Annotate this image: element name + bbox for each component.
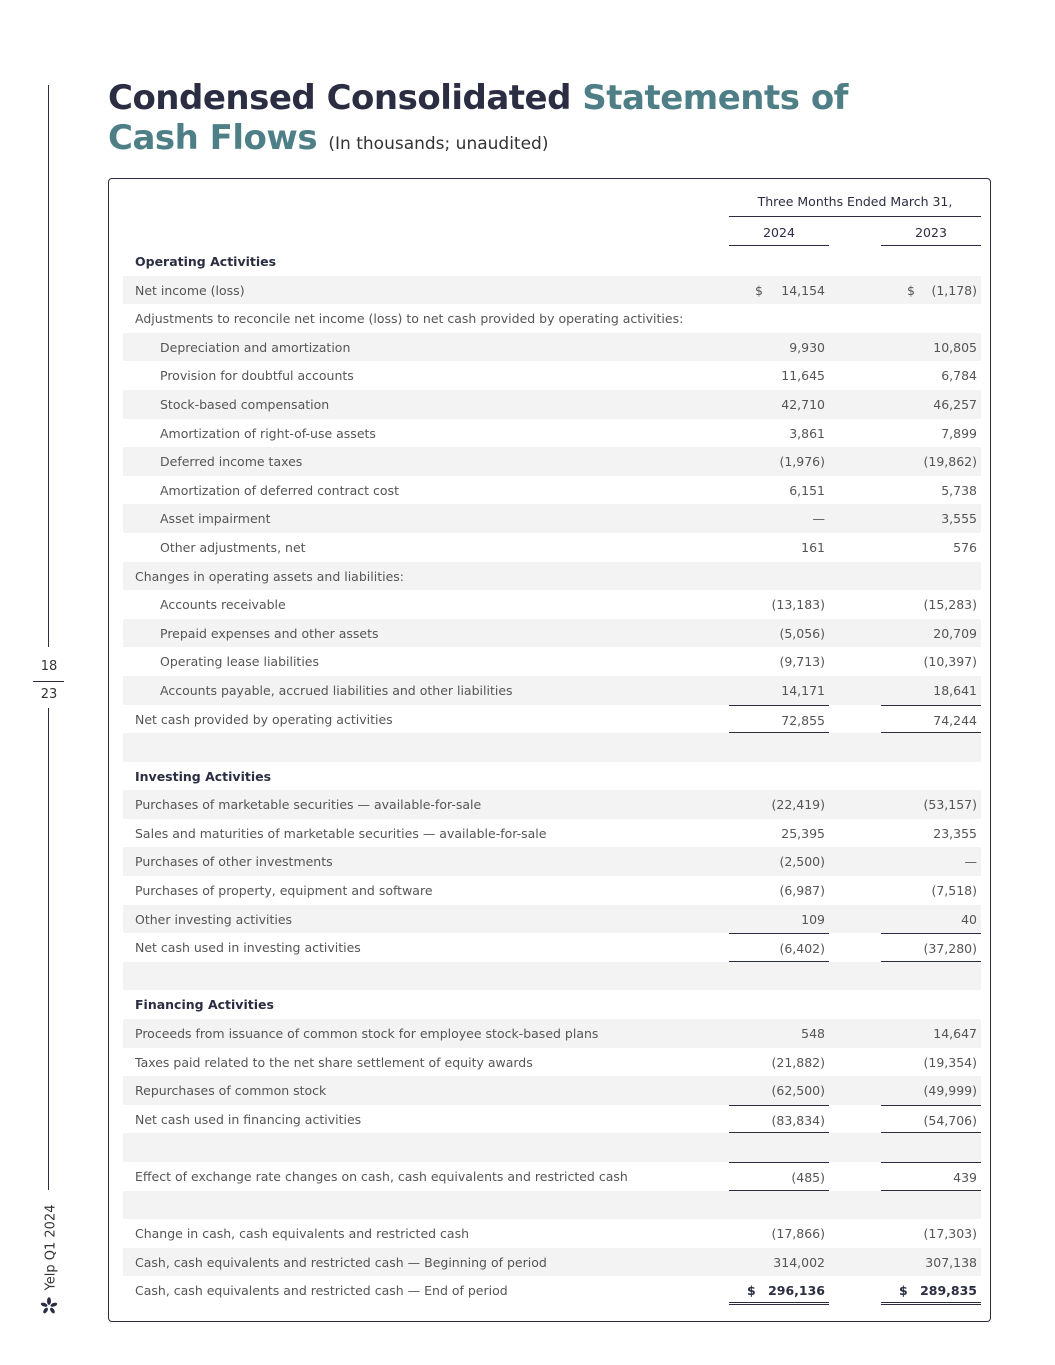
cell-value: (1,976): [779, 454, 825, 470]
title-part-3: Cash Flows: [108, 118, 318, 158]
value-cell-2023: [881, 647, 981, 676]
cell-value: (6,987): [779, 883, 825, 899]
value-cell-2024: [729, 590, 829, 619]
period-header: Three Months Ended March 31,: [757, 194, 953, 209]
cell-value: 6,151: [789, 482, 825, 498]
cell-value: 10,805: [933, 339, 977, 355]
row-label: Effect of exchange rate changes on cash, cash equivalents and restricted cash: [135, 1169, 628, 1184]
cell-value: (49,999): [923, 1083, 977, 1099]
value-cell-2023: [881, 933, 981, 962]
cell-value: 9,930: [789, 339, 825, 355]
value-cell-2024: [729, 905, 829, 934]
section-header-row: [123, 247, 981, 276]
title-note: (In thousands; unaudited): [328, 134, 549, 154]
value-cell-2024: [729, 1248, 829, 1277]
title-part-1: Condensed Consolidated: [108, 78, 571, 118]
cell-value: 46,257: [933, 396, 977, 412]
value-cell-2023: [881, 1076, 981, 1105]
value-cell-2024: [729, 1162, 829, 1191]
cell-value: (10,397): [923, 654, 977, 670]
value-cell-2024: [729, 419, 829, 448]
cell-value: (9,713): [779, 654, 825, 670]
cell-value: 14,171: [781, 682, 825, 698]
year-rule-2024: [729, 245, 829, 246]
value-cell-2023: [881, 705, 981, 734]
value-cell-2023: [881, 390, 981, 419]
value-cell-2023: [881, 447, 981, 476]
row-label: Cash, cash equivalents and restricted cash — End of period: [135, 1283, 508, 1299]
currency-symbol: $: [747, 1283, 756, 1299]
table-row: [123, 1019, 981, 1048]
table-row: [123, 905, 981, 934]
cell-value: (5,056): [779, 625, 825, 641]
spacer-row: [123, 733, 981, 762]
cell-value: 289,835: [920, 1283, 977, 1299]
value-cell-2023: [881, 676, 981, 705]
table-row: [123, 562, 981, 591]
spacer-row: [123, 962, 981, 991]
table-row: [123, 1276, 981, 1305]
value-cell-2024: [729, 1076, 829, 1105]
cell-value: (37,280): [923, 941, 977, 957]
page-title: [108, 78, 928, 164]
table-row: [123, 847, 981, 876]
row-label: Changes in operating assets and liabilities:: [135, 568, 404, 584]
table-row: [123, 933, 981, 962]
row-label: Sales and maturities of marketable securities — available-for-sale: [135, 825, 547, 841]
value-cell-2024: [729, 1276, 829, 1305]
table-row: [123, 447, 981, 476]
value-cell-2024: [729, 790, 829, 819]
spacer-row: [123, 1133, 981, 1162]
value-cell-2024: [729, 933, 829, 962]
cell-value: (62,500): [771, 1083, 825, 1099]
table-row: [123, 1076, 981, 1105]
cell-value: 20,709: [933, 625, 977, 641]
year-header-2023: 2023: [915, 225, 947, 240]
section-header-row: [123, 762, 981, 791]
value-cell-2023: [881, 533, 981, 562]
row-label: Other investing activities: [135, 911, 293, 927]
table-row: [123, 1048, 981, 1077]
table-row: [123, 333, 981, 362]
value-cell-2023: [881, 1248, 981, 1277]
table-row: [123, 476, 981, 505]
row-label: Deferred income taxes: [160, 454, 303, 470]
value-cell-2024: [729, 504, 829, 533]
row-label: Repurchases of common stock: [135, 1083, 327, 1099]
value-cell-2024: [729, 876, 829, 905]
cell-value: 25,395: [781, 825, 825, 841]
table-row: [123, 504, 981, 533]
spacer-row: [123, 1191, 981, 1220]
table-row: [123, 790, 981, 819]
cell-value: 72,855: [781, 712, 825, 728]
value-cell-2024: [729, 1019, 829, 1048]
cell-value: 7,899: [941, 425, 977, 441]
cell-value: (53,157): [923, 797, 977, 813]
row-label: Financing Activities: [135, 997, 274, 1013]
table-row: [123, 361, 981, 390]
table-row: [123, 705, 981, 734]
page-number-divider: [33, 681, 64, 682]
cell-value: 576: [953, 539, 977, 555]
section-header-row: [123, 990, 981, 1019]
cell-value: 14,154: [781, 282, 825, 298]
value-cell-2024: [729, 1219, 829, 1248]
value-cell-2024: [729, 1048, 829, 1077]
table-row: [123, 276, 981, 305]
value-cell-2024: [729, 390, 829, 419]
value-cell-2023: [881, 619, 981, 648]
currency-symbol: $: [907, 282, 915, 298]
table-row: [123, 304, 981, 333]
value-cell-2023: [881, 790, 981, 819]
value-cell-2024: [729, 361, 829, 390]
rail-line-bottom: [48, 708, 49, 1190]
row-label: Purchases of marketable securities — available-for-sale: [135, 797, 482, 813]
cell-value: (2,500): [779, 854, 825, 870]
value-cell-2023: [881, 476, 981, 505]
cell-value: 161: [801, 539, 825, 555]
cell-value: —: [812, 511, 825, 527]
cell-value: 14,647: [933, 1026, 977, 1042]
cell-value: 40: [961, 911, 977, 927]
row-label: Proceeds from issuance of common stock for employee stock-based plans: [135, 1026, 599, 1042]
page-number-current: 18: [40, 659, 58, 674]
value-cell-2024: [729, 647, 829, 676]
value-cell-2024: [729, 333, 829, 362]
table-row: [123, 676, 981, 705]
value-cell-2024: [729, 676, 829, 705]
cell-value: 3,861: [789, 425, 825, 441]
value-cell-2023: [881, 1105, 981, 1134]
table-row: [123, 876, 981, 905]
row-label: Amortization of right-of-use assets: [160, 425, 376, 441]
cell-value: 548: [801, 1026, 825, 1042]
row-label: Purchases of other investments: [135, 854, 333, 870]
row-label: Net income (loss): [135, 282, 245, 298]
value-cell-2023: [881, 504, 981, 533]
row-label: Investing Activities: [135, 768, 272, 784]
value-cell-2023: [881, 847, 981, 876]
cell-value: 23,355: [933, 825, 977, 841]
cell-value: 5,738: [941, 482, 977, 498]
value-cell-2023: [881, 876, 981, 905]
row-label: Adjustments to reconcile net income (loss) to net cash provided by operating activities:: [135, 311, 684, 327]
row-label: Cash, cash equivalents and restricted cash — Beginning of period: [135, 1254, 547, 1270]
cell-value: (54,706): [923, 1112, 977, 1128]
table-row: [123, 1248, 981, 1277]
cell-value: 74,244: [933, 712, 977, 728]
row-label: Provision for doubtful accounts: [160, 368, 354, 384]
value-cell-2023: [881, 905, 981, 934]
value-cell-2024: [729, 276, 829, 305]
cell-value: (7,518): [931, 883, 977, 899]
value-cell-2023: [881, 1162, 981, 1191]
row-label: Accounts receivable: [160, 597, 286, 613]
value-cell-2024: [729, 705, 829, 734]
cell-value: —: [964, 854, 977, 870]
cell-value: (21,882): [771, 1054, 825, 1070]
row-label: Net cash used in financing activities: [135, 1111, 362, 1127]
table-row: [123, 1219, 981, 1248]
table-row: [123, 1162, 981, 1191]
cell-value: (485): [791, 1170, 825, 1185]
row-label: Net cash used in investing activities: [135, 940, 361, 956]
year-rule-2023: [881, 245, 981, 246]
row-label: Purchases of property, equipment and software: [135, 883, 433, 899]
report-label: Yelp Q1 2024: [43, 1204, 59, 1291]
cell-value: 3,555: [941, 511, 977, 527]
value-cell-2023: [881, 1048, 981, 1077]
period-header-rule: [729, 216, 981, 217]
cell-value: 11,645: [781, 368, 825, 384]
value-cell-2023: [881, 276, 981, 305]
table-row: [123, 390, 981, 419]
cell-value: 18,641: [933, 682, 977, 698]
value-cell-2023: [881, 361, 981, 390]
value-cell-2024: [729, 533, 829, 562]
table-row: [123, 533, 981, 562]
value-cell-2024: [729, 847, 829, 876]
value-cell-2023: [881, 1219, 981, 1248]
value-cell-2024: [729, 1105, 829, 1134]
row-label: Asset impairment: [160, 511, 271, 527]
cell-value: (22,419): [771, 797, 825, 813]
table-row: [123, 647, 981, 676]
cash-flow-table: [108, 178, 991, 1322]
cell-value: (6,402): [779, 941, 825, 957]
row-label: Accounts payable, accrued liabilities and other liabilities: [160, 682, 513, 698]
table-row: [123, 1105, 981, 1134]
value-cell-2024: [729, 447, 829, 476]
value-cell-2023: [881, 590, 981, 619]
table-row: [123, 619, 981, 648]
cell-value: (19,354): [923, 1054, 977, 1070]
cell-value: (1,178): [931, 282, 977, 298]
value-cell-2023: [881, 819, 981, 848]
cell-value: 42,710: [781, 396, 825, 412]
cell-value: (15,283): [923, 597, 977, 613]
cell-value: 439: [953, 1170, 977, 1185]
row-label: Amortization of deferred contract cost: [160, 482, 399, 498]
currency-symbol: $: [755, 282, 763, 298]
row-label: Stock-based compensation: [160, 396, 330, 412]
year-header-2024: 2024: [763, 225, 795, 240]
table-body: [123, 247, 981, 1305]
row-label: Taxes paid related to the net share settlement of equity awards: [135, 1054, 533, 1070]
cell-value: (83,834): [771, 1112, 825, 1128]
cell-value: 109: [801, 911, 825, 927]
rail-line-top: [48, 85, 49, 647]
cell-value: (13,183): [771, 597, 825, 613]
value-cell-2024: [729, 476, 829, 505]
page-number-total: 23: [40, 687, 58, 702]
value-cell-2024: [729, 619, 829, 648]
cell-value: 6,784: [941, 368, 977, 384]
cell-value: 307,138: [925, 1254, 977, 1270]
cell-value: (17,303): [923, 1226, 977, 1242]
yelp-burst-icon: [40, 1297, 58, 1315]
row-label: Depreciation and amortization: [160, 339, 351, 355]
value-cell-2023: [881, 419, 981, 448]
value-cell-2023: [881, 1019, 981, 1048]
row-label: Net cash provided by operating activities: [135, 711, 393, 727]
row-label: Operating Activities: [135, 254, 277, 269]
value-cell-2024: [729, 819, 829, 848]
row-label: Operating lease liabilities: [160, 654, 320, 670]
currency-symbol: $: [899, 1283, 908, 1299]
table-row: [123, 419, 981, 448]
table-row: [123, 590, 981, 619]
cell-value: (17,866): [771, 1226, 825, 1242]
cell-value: 296,136: [768, 1283, 825, 1299]
cell-value: 314,002: [773, 1254, 825, 1270]
row-label: Change in cash, cash equivalents and restricted cash: [135, 1226, 470, 1242]
title-part-2: Statements of: [582, 78, 848, 118]
cell-value: (19,862): [923, 454, 977, 470]
value-cell-2023: [881, 1276, 981, 1305]
row-label: Other adjustments, net: [160, 539, 306, 555]
value-cell-2023: [881, 333, 981, 362]
row-label: Prepaid expenses and other assets: [160, 625, 379, 641]
table-row: [123, 819, 981, 848]
